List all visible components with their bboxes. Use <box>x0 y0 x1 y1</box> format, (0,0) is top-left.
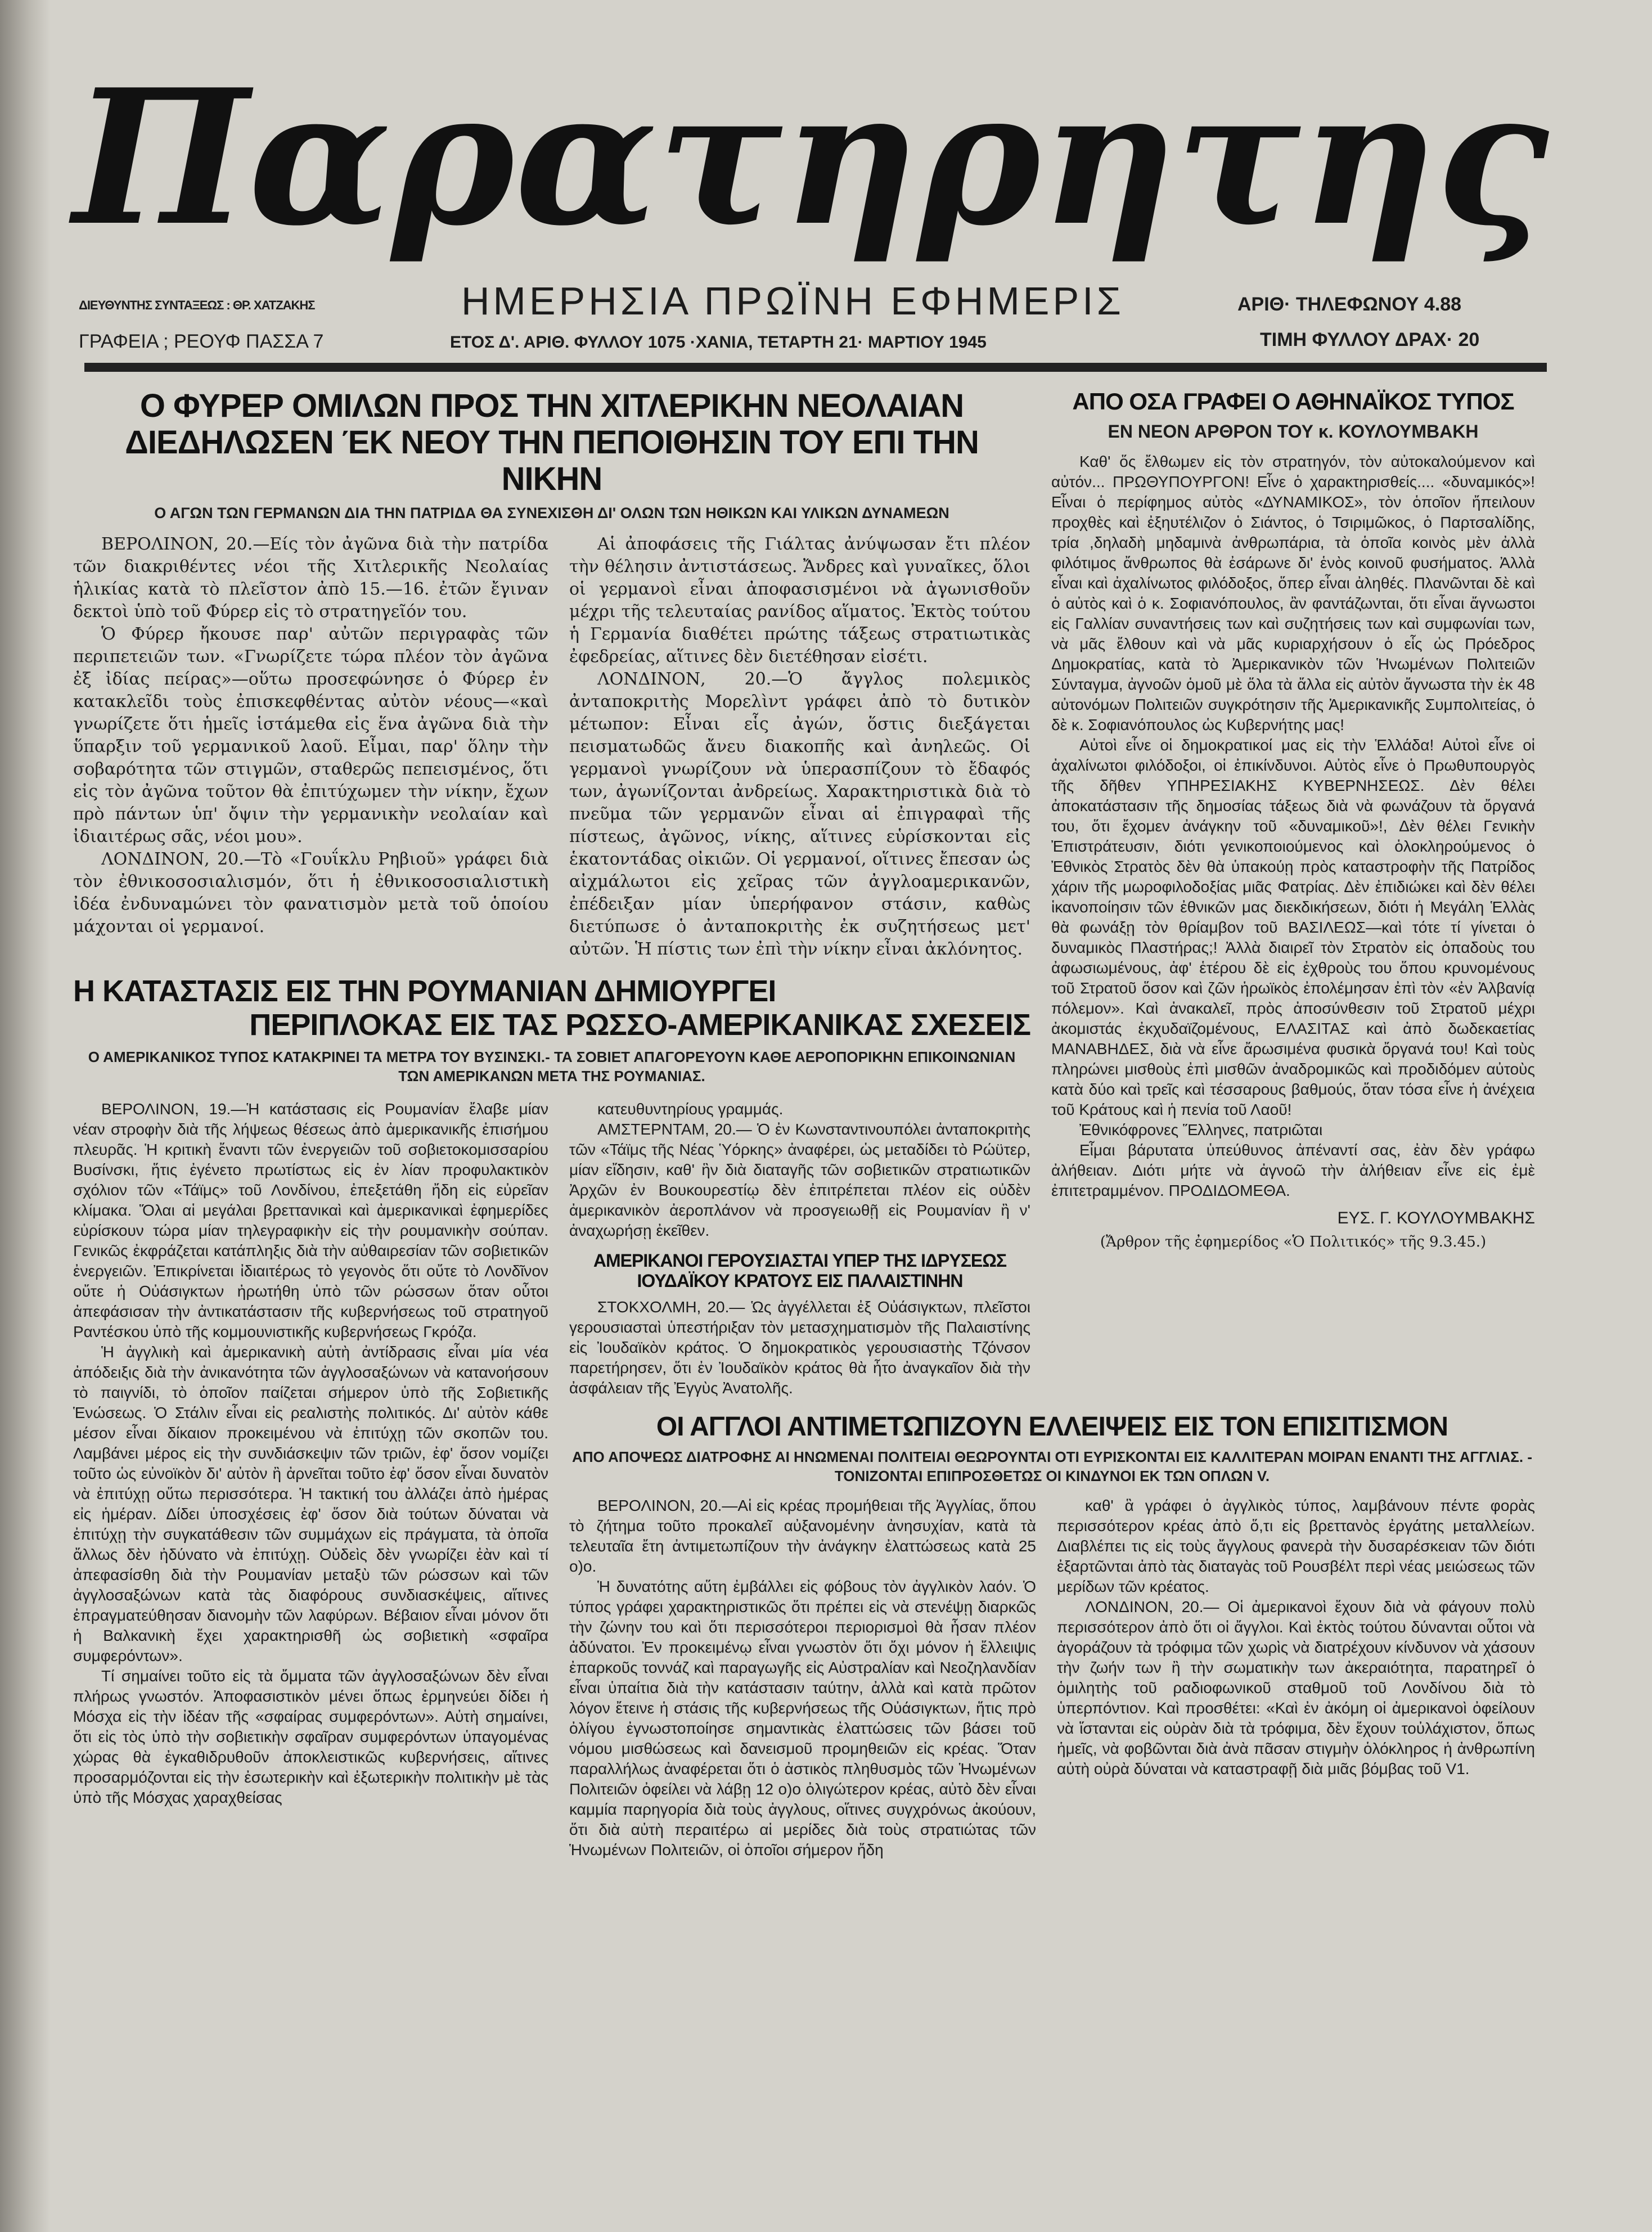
page-content-grid <box>73 388 1536 1860</box>
article4 <box>569 1412 1535 1860</box>
article4-columns <box>569 1496 1535 1860</box>
issue-info: ΕΤΟΣ Δ'. ΑΡΙΘ. ΦΥΛΛΟΥ 1075 ·ΧΑΝΙΑ, ΤΕΤΑΡΤΗ 21· ΜΑΡΤΙΟΥ 1945 <box>450 333 987 352</box>
paragraph: Αὐτοὶ εἶνε οἱ δημοκρατικοί μας εἰς τὴν Ἑλλάδα! Αὐτοὶ εἶνε οἱ ἀχαλίνωτοι φιλόδοξοι, οἱ ἐπικίνδυνοι. Αὐτὸς εἶνε ὁ Πρωθυπουργὸς τῆς δῆθεν ΥΠΗΡΕΣΙΑΚΗΣ ΚΥΒΕΡΝΗΣΕΩΣ. Δὲν θέλει ἀποκατάστασιν τῆς δημοσίας τάξεως διὰ νὰ φωνάζουν τὰ ὄργανά του, ὅτι ἔχομεν ἀνάγκην τοῦ «δυναμικοῦ»!, Δὲν θέλει Γενικὴν Ἐπιστράτευσιν, διότι γενικοποιούμενος καὶ ὁλοκληρούμενος ὁ Ἐθνικὸς Στρατὸς δὲν θὰ ὑπακούῃ πρὸς καταστροφὴν τῆς Πατρίδος χάριν τῆς μωροφιλοδοξίας μιᾶς Φατρίας. Δὲν ἐπιδιώκει καὶ δὲν θέλει ἱκανοποίησιν τῶν ἐθνικῶν μας διεκδικήσεων, διότι ἡ Μεγάλη Ἑλλὰς θὰ φωνάξῃ τὸν θρίαμβον τοῦ ΒΑΣΙΛΕΩΣ—καὶ τότε τί γίνεται ὁ δυναμικὸς Πλαστήρας;! Ἀλλὰ διαιρεῖ τὸν Στρατὸν εἰς ὁπαδοὺς του ἀφωσιωμένους, ἀφ' ἑτέρου δὲ εἰς ἐχθροὺς του ὅπου κρυνομένους τοῦ Στρατοῦ ὅσον καὶ ζῶν ἡρωϊκὸς ἐπολέμησαν ἐπὶ τὸν «ἐν Ἀλβανίᾳ πόλεμον». Καὶ ἀνακαλεῖ, πρὸς ἀποσύνθεσιν τοῦ Στρατοῦ μέχρι ἀκομιστάς ἐκχυδαϊζομένους, ΕΛΑΣΙΤΑΣ καὶ ἀπὸ δωδεκαετίας ΜΑΝΑΒΗΔΕΣ, διὰ νὰ εἶνε ἄρωσιμένα φυσικὰ ὄργανά του! Καὶ τοὺς πληρώνει μισθοὺς ἐπὶ μισθῶν ἀναδρομικῶς καὶ προδιδόμεν αὐτοὺς κατὰ δύο καὶ τρεῖς καὶ τέσσαρους βαθμούς, ὅταν τόσα εἶνε ἡ ἀνέχεια τοῦ Κράτους καὶ ἡ πενία τοῦ Λαοῦ! <box>1051 736 1535 1118</box>
article2-headline-2: ΠΕΡΙΠΛΟΚΑΣ ΕΙΣ ΤΑΣ ΡΩΣΣΟ-ΑΜΕΡΙΚΑΝΙΚΑΣ ΣΧΕΣΕΙΣ <box>249 1008 1030 1042</box>
article4-subhead: ΑΠΟ ΑΠΟΨΕΩΣ ΔΙΑΤΡΟΦΗΣ ΑΙ ΗΝΩΜΕΝΑΙ ΠΟΛΙΤΕΙΑΙ ΘΕΩΡΟΥΝΤΑΙ ΟΤΙ ΕΥΡΙΣΚΟΝΤΑΙ ΕΙΣ ΚΑΛΛΙΤΕΡΑΝ ΜΟΙΡΑΝ ΕΝΑΝΤΙ ΤΗΣ ΑΓΓΛΙΑΣ. - ΤΟΝΙΖΟΝΤΑΙ ΕΠΙΠΡΟΣΘΕΤΩΣ ΟΙ ΚΙΝΔΥΝΟΙ ΕΚ ΤΩΝ ΟΠΛΩΝ V. <box>571 1448 1533 1484</box>
article1-columns <box>73 533 1030 961</box>
masthead-rule <box>84 363 1547 372</box>
article1-subhead: Ο ΑΓΩΝ ΤΩΝ ΓΕΡΜΑΝΩΝ ΔΙΑ ΤΗΝ ΠΑΤΡΙΔΑ ΘΑ ΣΥΝΕΧΙΣΘΗ ΔΙ' ΟΛΩΝ ΤΩΝ ΗΘΙΚΩΝ ΚΑΙ ΥΛΙΚΩΝ ΔΥΝΑΜΕΩΝ <box>154 504 949 521</box>
article2-col2 <box>569 1099 1030 1241</box>
paragraph: ΛΟΝΔΙΝΟΝ, 20.— Οἱ ἀμερικανοὶ ἔχουν διὰ νὰ φάγουν πολὺ περισσότερον ἀπὸ ὅτι οἱ ἄγγλοι. Καὶ ἐκτὸς τούτου δύνανται οὗτοι νὰ ἀγοράζουν τὰ τρόφιμα τῶν χωρὶς νὰ διατρέχουν κίνδυνον νὰ χάσουν τὴν ζωήν των ἢ τὴν σωματικὴν των ἀκεραιότητα, παρατηρεῖ ὁ ὁμιλητὴς τοῦ ραδιοφωνικοῦ σταθμοῦ τοῦ Λονδίνου διὰ τὸ ὑπερπόντιον. Καὶ προσθέτει: «Καὶ ἐν ἀκόμη οἱ ἀμερικανοὶ ὀφείλουν νὰ ἵστανται εἰς οὐρὰν διὰ τὰ τρόφιμα, δὲν ἔχουν τοὐλάχιστον, ὅπως ἡμεῖς, νὰ φοβῶνται διὰ ἀνὰ πᾶσαν στιγμὴν ὁλόκληρος ἡ ἀνθρωπίνη αὐτὴ οὐρὰ δύναται νὰ καταστραφῇ διὰ μιᾶς βόμβας τοῦ V1. <box>1057 1598 1535 1778</box>
article3-headline-1: ΑΜΕΡΙΚΑΝΟΙ ΓΕΡΟΥΣΙΑΣΤΑΙ ΥΠΕΡ ΤΗΣ ΙΔΡΥΣΕΩΣ <box>593 1250 1007 1271</box>
paragraph: Ἡ δυνατότης αὕτη ἐμβάλλει εἰς φόβους τὸν ἀγγλικὸν λαόν. Ὁ τύπος γράφει χαρακτηριστικῶς ὅτι πρέπει εἰς νὰ στενέψῃ διαρκῶς τὴν ζώνην του καὶ ὅτι περισσότεροι περιορισμοὶ θὰ ἦσαν πλέον ἀδύνατοι. Ἐν προκειμένῳ εἶναι γνωστὸν ὅτι ὄχι μόνον ἡ ἔλλειψις ἐπαρκοῦς τοννάζ καὶ παραγωγῆς εἰς Αὐστραλίαν καὶ Νεοζηλανδίαν εἶναι ὑπαίτια διὰ τὴν κατάστασιν ταύτην, ἀλλὰ καὶ κατὰ πρῶτον λόγον ἔτεινε ἡ στάσις τῆς κυβερνήσεως τῆς Οὐάσιγκτων, ἥτις πρὸ ὀλίγου ἐγνωστοποίησε σημαντικὰς ἐλαττώσεις τῶν βάσει τοῦ νόμου μισθώσεως καὶ δανεισμοῦ προμηθειῶν εἰς κρέας. Ὅταν παραλλήλως ἀναφέρεται ὅτι ὁ ἀστικὸς πληθυσμὸς τῶν Ἡνωμένων Πολιτειῶν ὀφείλει νὰ λάβῃ 12 ο)ο ὀλιγώτερον κρέας, αὐτὸ δὲν εἶναι καμμία παρηγορία διὰ τοὺς ἀγγλους, οἵτινες συγχρόνως ἀκούουν, ὅτι διὰ αὐτὴ περαιτέρω αἱ μερίδες διὰ τοὺς στρατιώτας τῶν Ἡνωμένων Πολιτειῶν, οἱ ὁποῖοι σήμερον ἤδη <box>569 1578 1036 1859</box>
right-article-subhead: ΕΝ ΝΕΟΝ ΑΡΘΡΟΝ ΤΟΥ κ. ΚΟΥΛΟΥΜΒΑΚΗ <box>1108 421 1479 442</box>
paragraph: Καθ' ὅς ἔλθωμεν εἰς τὸν στρατηγόν, τὸν αὐτοκαλούμενον καὶ αὐτόν... ΠΡΩΘΥΠΟΥΡΓΟΝ! Εἶνε ὁ χαρακτηρισθείς.... «δυναμικός»! Εἶναι ὁ περίφημος αὐτὸς «ΔΥΝΑΜΙΚΟΣ», τὸν ὁποῖον ἤπειλουν προχθὲς καὶ ἐξηυτέλιζον ὁ Σιάντος, ὁ Τσιριμῶκος, ὁ Παρτσαλίδης, τρία ,δηλαδὴ μηδαμινὰ ἀνθρωπάρια, τὰ ὁποῖα κοινὸς μὲν ἀλλὰ φιλότιμος ἄνθρωπος θὰ ἐσάρωνε δι' ἑνὸς κοινοῦ φυσήματος. Ἀλλὰ εἶναι καὶ ἀχαλίνωτος φιλόδοξος, ὅπερ εἶναι ἀληθές. Πλανῶνται δὲ καὶ ὁ αὐτὸς καὶ ὁ κ. Σοφιανόπουλος, ἂν φαντάζωνται, ὅτι εἶναι ἄγνωστοι εἰς Γαλλίαν συναντήσεις των καὶ συζητήσεις των καὶ συμφωνίαι των, νὰ μᾶς ἔλθουν καὶ νὰ μᾶς κυριαρχήσουν ὁ εἷς ὡς Πρόεδρος Δημοκρατίας, κατὰ τὸ Ἀμερικανικὸν τῶν Ἡνωμένων Πολιτειῶν Σύνταγμα, ἀγνοῶν ὁμοῦ μὲ ὅλα τὰ ἄλλα εἰς αὐτὸν ἄγνωστα τὴν ἐκ 48 αὐτονόμων Πολιτειῶν συγκρότησιν τῆς Ἀμερικανικῆς Συμπολιτείας, ὁ δὲ κ. Σοφιανόπουλος ὡς Κυβερνήτης μας! <box>1051 452 1535 734</box>
masthead-logo: Παρατηρητης <box>73 48 1549 267</box>
right-article-body <box>1051 452 1535 1201</box>
paragraph: Ἐθνικόφρονες Ἕλληνες, πατριῶται <box>1079 1120 1323 1138</box>
article2-subhead: Ο ΑΜΕΡΙΚΑΝΙΚΟΣ ΤΥΠΟΣ ΚΑΤΑΚΡΙΝΕΙ ΤΑ ΜΕΤΡΑ ΤΟΥ ΒΥΣΙΝΣΚΙ.- ΤΑ ΣΟΒΙΕΤ ΑΠΑΓΟΡΕΥΟΥΝ ΚΑΘΕ ΑΕΡΟΠΟΡΙΚΗΝ ΕΠΙΚΟΙΝΩΝΙΑΝ ΤΩΝ ΑΜΕΡΙΚΑΝΩΝ ΜΕΤΑ ΤΗΣ ΡΟΥΜΑΝΙΑΣ. <box>88 1048 1016 1084</box>
right-article-headline: ΑΠΟ ΟΣΑ ΓΡΑΦΕΙ Ο ΑΘΗΝΑΪΚΟΣ ΤΥΠΟΣ <box>1072 388 1514 415</box>
subtitle: ΗΜΕΡΗΣΙΑ ΠΡΩΪΝΗ ΕΦΗΜΕΡΙΣ <box>461 279 1124 323</box>
paragraph: Ὁ Φύρερ ἤκουσε παρ' αὐτῶν περιγραφὰς τῶν περιπετειῶν των. «Γνωρίζετε τώρα πλέον τὸν ἀγῶνα ἐξ ἰδίας πείρας»—οὕτω προσεφώνησε ὁ Φύρερ ἐν κατακλεῖδι τοὺς ἐπισκεφθέντας αὐτὸν νέους—«καὶ γνωρίζετε ὅτι ἡμεῖς ἱστάμεθα εἰς ἕνα ἀγῶνα διὰ τὴν ὕπαρξιν τοῦ γερμανικοῦ λαοῦ. Εἶμαι, παρ' ὅλην τὴν σοβαρότητα τῶν στιγμῶν, σταθερῶς πεπεισμένος, ὅτι εἰς τὸν ἀγῶνα τοῦτον θὰ ἐπιτύχωμεν τὴν νίκην, ἔχων πρὸ πάντων ὑπ' ὄψιν τὴν γερμανικὴν νεολαίαν καὶ ἰδιαιτέρως σᾶς, νέοι μου». <box>73 624 548 847</box>
paragraph: ΒΕΡΟΛΙΝΟΝ, 19.—Ἡ κατάστασις εἰς Ρουμανίαν ἔλαβε μίαν νέαν στροφὴν διὰ τῆς λήψεως θέσεως ἀπὸ ἀμερικανικῆς ἐπισήμου πλευρᾶς. Ἡ κριτικὴ ἔναντι τῶν ἐνεργειῶν τοῦ σοβιετοκομισσαρίου Βυσίνσκι, ἥτις ἐγένετο πρωτίστως εἰς ἐν λίαν προφυλακτικὸν σχόλιον τῶν «Τάϊμς» τοῦ Λονδίνου, ἐπεξετάθη ἤδη εἰς εὐρεῖαν κλίμακα. Ὅλαι αἱ μεγάλαι βρεττανικαὶ καὶ ἀμερικανικαὶ ἐφημερίδες εὑρίσκουν τώρα μίαν τηλεγραφικὴν εἰς τὴν ρουμανικὴν σούπαν. Γενικῶς ἐκφράζεται κατάπληξις διὰ τὴν αὐθαιρεσίαν τῶν σοβιετικῶν ἐνεργειῶν. Ἐπικρίνεται ἰδιαιτέρως τὸ γεγονὸς ὅτι οὔτε τὸ Λονδῖνον οὔτε ἡ Οὐάσιγκτων ἠρωτήθη ὑπὸ τῶν ρώσσων ὅταν οὗτοι ἀπεφάσισαν τὴν ἀντικατάστασιν τῆς κυβερνήσεως τοῦ στρατηγοῦ Ραντέσκου ὑπὸ τῆς κομμουνιστικῆς κυβερνήσεως Γκρόζα. <box>73 1100 548 1341</box>
paragraph: ΒΕΡΟΛΙΝΟΝ, 20.—Αἱ εἰς κρέας προμήθειαι τῆς Ἀγγλίας, ὅπου τὸ ζήτημα τοῦτο προκαλεῖ αὐξανομένην ἀνησυχίαν, κατὰ τὰ τελευταῖα ἔτη ἀντιμετωπίζουν τὴν ἀνάγκην ἐλαττώσεως κατὰ 25 ο)ο. <box>569 1497 1036 1576</box>
article4-col1 <box>569 1496 1036 1860</box>
price: ΤΙΜΗ ΦΥΛΛΟΥ ΔΡΑΧ· 20 <box>1260 329 1480 350</box>
paragraph: Αἱ ἀποφάσεις τῆς Γιάλτας ἀνύψωσαν ἔτι πλέον τὴν θέλησιν ἀντιστάσεως. Ἄνδρες καὶ γυναῖκες, ὅλοι οἱ γερμανοὶ εἶναι ἀποφασισμένοι νὰ ἀγωνισθοῦν μέχρι τῆς τελευταίας ρανίδος αἵματος. Ἐκτὸς τούτου ἡ Γερμανία διαθέτει πρώτης τάξεως στρατιωτικὰς ἐφεδρείας, αἵτινες δὲν διετέθησαν εἰσέτι. <box>569 534 1030 667</box>
paragraph: ΛΟΝΔΙΝΟΝ, 20.—Τὸ «Γουΐκλυ Ρηβιοῦ» γράφει διὰ τὸν ἐθνικοσοσιαλισμόν, ὅτι ἡ ἐθνικοσοσιαλιστικὴ ἰδέα ἐνδυναμώνει τὸν φανατισμὸν μετὰ τοῦ ὁποίου μάχονται οἱ γερμανοί. <box>73 849 548 937</box>
paragraph: ΒΕΡΟΛΙΝΟΝ, 20.—Είς τὸν ἀγῶνα διὰ τὴν πατρίδα τῶν διακριθέντες νέοι τῆς Χιτλερικῆς Νεολαίας ἡλικίας κατὰ τὸ πλεῖστον ἀπὸ 15.—16. ἐτῶν ἔγιναν δεκτοὶ ὑπὸ τοῦ Φύρερ εἰς τὸ στρατηγεῖόν του. <box>73 534 548 622</box>
article3 <box>569 1251 1030 1398</box>
article1-headline-2: ΔΙΕΔΗΛΩΣΕΝ ΈΚ ΝΕΟΥ ΤΗΝ ΠΕΠΟΙΘΗΣΙΝ ΤΟΥ ΕΠΙ ΤΗΝ ΝΙΚΗΝ <box>125 424 979 497</box>
article1-col2 <box>569 533 1030 961</box>
article4-col2 <box>1057 1496 1535 1860</box>
signature: ΕΥΣ. Γ. ΚΟΥΛΟΥΜΒΑΚΗΣ <box>1337 1208 1535 1227</box>
paragraph: Ἡ ἀγγλικὴ καὶ ἀμερικανικὴ αὐτὴ ἀντίδρασις εἶναι μία νέα ἀπόδειξις διὰ τὴν ἀνικανότητα τῶν ἀγγλοσαξώνων νὰ κατανοήσουν τὸ παιγνίδι, τὸ ὁποῖον παίζεται σήμερον ὑπὸ τῆς Σοβιετικῆς Ἑνώσεως. Ὁ Στάλιν εἶναι εἰς ρεαλιστὴς πολιτικός. Δι' αὐτὸν κάθε μέσον εἶναι δίκαιον προκειμένου νὰ ἐπιτύχῃ τῶν σκοπῶν του. Λαμβάνει μέρος εἰς τὴν συνδιάσκεψιν τῶν τριῶν, ἐφ' ὅσον νομίζει τοῦτο ὡς εὐνοϊκὸν δι' αὐτὸν ἢ ἀρνεῖται τοῦτο ἐφ' ὅσον εἶναι δυνατὸν νὰ ἐπιτύχῃ οὕτω περισσότερα. Ἡ τακτική του ἀλλάζει ἀπὸ ἡμέρας εἰς ἡμέραν. Δίδει ὑποσχέσεις ἐφ' ὅσον διὰ τούτων δύναται νὰ ἐπιτύχῃ τὴν συγκατάθεσιν τῶν συμμάχων εἰς πράγματα, τὰ ὁποῖα ἄλλως δὲν ἠδύνατο νὰ ἐπιτύχῃ. Οὐδεὶς δὲν γνωρίζει ἐὰν καὶ τί ἀπεφασίσθη διὰ τὴν Ρουμανίαν μεταξὺ τῶν ρώσσων καὶ τῶν ἀγγλοσαξώνων κατὰ τὰς διαφόρους συνδιασκέψεις, αἵτινες ἐπραγματεύθησαν διανομὴν τῶν λαφύρων. Βέβαιον εἶναι μόνον ὅτι ἡ Βαλκανικὴ ἔχει χαρακτηρισθῆ ὡς σοβιετικὴ «σφαῖρα συμφερόντων». <box>73 1343 548 1665</box>
article2-col1 <box>73 1099 548 1808</box>
article1 <box>73 388 1030 961</box>
paragraph: ΣΤΟΚΧΟΛΜΗ, 20.— Ὡς ἀγγέλλεται ἐξ Οὐάσιγκτων, πλεῖστοι γερουσιασταὶ ὑπεστήριξαν τὸν μετασχηματισμὸν τῆς Παλαιστίνης εἰς Ἰουδαϊκὸν κράτος. Ὁ δημοκρατικὸς γερουσιαστὴς Τζόνσον παρετήρησεν, ὅτι ἐν Ἰουδαϊκὸν κράτος θὰ ἦτο ἀναγκαῖον διὰ τὴν ἀσφάλειαν τῆς Ἐγγὺς Ἀνατολῆς. <box>569 1298 1030 1397</box>
article3-headline-2: ΙΟΥΔΑΪΚΟΥ ΚΡΑΤΟΥΣ ΕΙΣ ΠΑΛΑΙΣΤΙΝΗΝ <box>637 1271 963 1292</box>
paragraph: κατευθυντηρίους γραμμάς. <box>597 1100 784 1118</box>
paragraph: ΑΜΣΤΕΡΝΤΑΜ, 20.— Ὁ ἐν Κωνσταντινουπόλει ἀνταποκριτὴς τῶν «Τάϊμς τῆς Νέας Ὑόρκης» ἀναφέρει, ὡς μεταδίδει τὸ Ρώϋτερ, μίαν εἴδησιν, καθ' ἣν διὰ διαταγῆς τῶν σοβιετικῶν στρατιωτικῶν Ἀρχῶν ἐν Βουκουρεστίῳ δὲν ἐπιτρέπεται πλέον εἰς οὐδὲν ἀμερικανικὸν ἀεροπλάνον νὰ προσγειωθῇ εἰς Ρουμανίαν ἢ ν' ἀναχωρήσῃ ἐκεῖθεν. <box>569 1120 1030 1240</box>
article4-headline: ΟΙ ΑΓΓΛΟΙ ΑΝΤΙΜΕΤΩΠΙΖΟΥΝ ΕΛΛΕΙΨΕΙΣ ΕΙΣ ΤΟΝ ΕΠΙΣΙΤΙΣΜΟΝ <box>656 1412 1448 1442</box>
offices: ΓΡΑΦΕΙΑ ; ΡΕΟΥΦ ΠΑΣΣΑ 7 <box>79 331 324 352</box>
paragraph: καθ' ἃ γράφει ὁ ἀγγλικὸς τύπος, λαμβάνουν πέντε φορὰς περισσότερον κρέας ἀπὸ ὅ,τι εἰς βρεττανὸς ἐργάτης μεταλλείων. Διαβλέπει τις εἰς τοὺς ἄγγλους φανερὰ τὴν δυσαρέσκειαν τῶν διότι ἐξαρτῶνται ἀπὸ τὰς διαταγὰς τοῦ Ρουσβέλτ περὶ νέας μειώσεως τῶν μερίδων τῶν κρέατος. <box>1057 1497 1535 1596</box>
right-article <box>1051 388 1535 1250</box>
article1-headline-1: Ο ΦΥΡΕΡ ΟΜΙΛΩΝ ΠΡΟΣ ΤΗΝ ΧΙΤΛΕΡΙΚΗΝ ΝΕΟΛΑΙΑΝ <box>139 388 964 424</box>
article1-col1 <box>73 533 548 961</box>
paragraph: Τί σημαίνει τοῦτο εἰς τὰ ὄμματα τῶν ἀγγλοσαξώνων δὲν εἶναι πλήρως γνωστόν. Ἀποφασιστικὸν μένει ὅπως ἑρμηνεύει δίδει ἡ Μόσχα εἰς τὴν ἰδέαν τῆς «σφαίρας συμφερόντων». Αὐτὴ σημαίνει, ὅτι εἰς τὸς ὑπὸ τὴν σοβιετικὴν σφαῖραν συμφερόντων ὑπαγομένας χώρας θὰ ἐγκαθιδρυθοῦν ἀποκλειστικῶς κυβερνήσεις, αἵτινες προσαρμόζονται εἰς τὴν ἐσωτερικὴν καὶ ἐξωτερικὴν πολιτικὴν μὲ τὰς ὑπὸ τῆς Μόσχας χαραχθείσας <box>73 1667 548 1807</box>
source-note: (Ἄρθρον τῆς ἐφημερίδος «Ὁ Πολιτικός» τῆς 9.3.45.) <box>1100 1233 1487 1250</box>
paragraph: ΛΟΝΔΙΝΟΝ, 20.—Ὁ ἄγγλος πολεμικὸς ἀνταποκριτὴς Μορελὶντ γράφει ἀπὸ τὸ δυτικὸν μέτωπον: Εἶναι εἷς ἀγών, ὅστις διεξάγεται πεισματωδῶς ἄνευ διακοπῆς καὶ ἀνηλεῶς. Οἱ γερμανοὶ γνωρίζουν νὰ ὑπερασπίζουν τὸ ἔδαφός των, ἀγωνίζονται ἀνδρείως. Χαρακτηριστικὰ διὰ τὸ πνεῦμα τῶν γερμανῶν εἶναι αἱ ἐπιγραφαὶ τῆς πίστεως, ἀγῶνος, νίκης, αἵτινες εὑρίσκονται εἰς ἑκατοντάδας οἰκιῶν. Οἱ γερμανοί, οἵτινες ἔπεσαν ὡς αἰχμάλωτοι εἰς χεῖρας τῶν ἀγγλοαμερικανῶν, ἐπέδειξαν μίαν ὑπερήφανον στάσιν, καθὼς διετύπωσε ὁ ἀνταποκριτὴς ἐκ συζητήσεως μετ' αὐτῶν. Ἡ πίστις των ἐπὶ τὴν νίκην εἶναι ἀκλόνητος. <box>569 669 1030 959</box>
middle-column <box>569 1099 1030 1398</box>
page-edge <box>0 0 51 2232</box>
phone: ΑΡΙΘ· ΤΗΛΕΦΩΝΟΥ 4.88 <box>1237 294 1462 315</box>
director-line: ΔΙΕΥΘΥΝΤΗΣ ΣΥΝΤΑΞΕΩΣ : ΘΡ. ΧΑΤΖΑΚΗΣ <box>79 298 315 312</box>
article2-headline-1: Η ΚΑΤΑΣΤΑΣΙΣ ΕΙΣ ΤΗΝ ΡΟΥΜΑΝΙΑΝ ΔΗΜΙΟΥΡΓΕΙ <box>73 974 776 1008</box>
article2-header <box>73 974 1030 1086</box>
paragraph: Εἶμαι βάρυτατα ὑπεύθυνος ἀπέναντί σας, ἐὰν δὲν γράφω ἀλήθειαν. Διότι μήτε νὰ ἀγνοῶ τὴν ἀλήθειαν εἶνε εἰς ἐμὲ ἐπιτετραμμένον. ΠΡΟΔΙΔΟΜΕΘΑ. <box>1051 1141 1535 1199</box>
article3-body <box>569 1297 1030 1398</box>
